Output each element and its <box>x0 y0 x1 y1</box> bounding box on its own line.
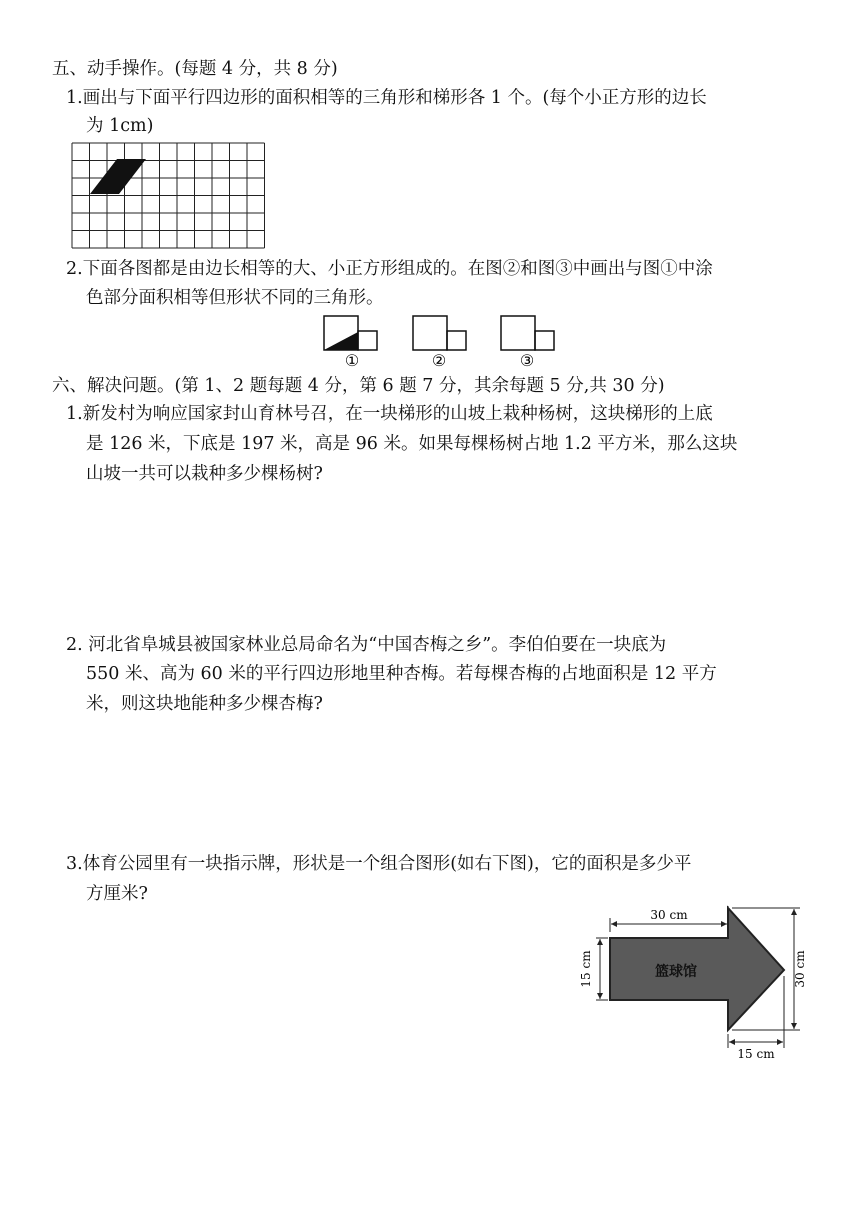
s6-q2-line1: 2. 河北省阜城县被国家林业总局命名为“中国杏梅之乡”。李伯伯要在一块底为 <box>66 635 667 655</box>
dim-bottom-label: 15 cm <box>737 1047 775 1061</box>
s6-q3-line2: 方厘米? <box>86 884 148 904</box>
section5-heading: 五、动手操作。(每题 4 分，共 8 分) <box>52 59 338 79</box>
parallelogram <box>90 159 146 194</box>
s5-q1-line2: 为 1cm) <box>86 116 154 136</box>
s6-q3-line1: 3.体育公园里有一块指示牌，形状是一个组合图形(如右下图)，它的面积是多少平 <box>66 854 692 874</box>
squares-figures <box>318 312 564 370</box>
figure-3-label: ③ <box>519 351 535 370</box>
grid-parallelogram-figure <box>70 141 270 249</box>
figure-1 <box>324 316 377 370</box>
s6-q2-line2: 550 米、高为 60 米的平行四边形地里种杏梅。若每棵杏梅的占地面积是 12 平方 <box>86 664 717 684</box>
sign-text: 篮球馆 <box>655 964 697 980</box>
arrow-sign-figure <box>574 902 814 1062</box>
figure-1-label: ① <box>344 351 360 370</box>
arrow-shape <box>610 908 784 1030</box>
s5-q1-line1: 1.画出与下面平行四边形的面积相等的三角形和梯形各 1 个。(每个小正方形的边长 <box>66 88 707 108</box>
figure-2-label: ② <box>431 351 447 370</box>
s6-q1-line2: 是 126 米，下底是 197 米，高是 96 米。如果每棵杨树占地 1.2 平方米，那么这块 <box>86 434 738 454</box>
s6-q2-line3: 米，则这块地能种多少棵杏梅? <box>86 694 323 714</box>
dim-top-label: 30 cm <box>650 908 688 922</box>
dim-left-label: 15 cm <box>579 950 593 988</box>
figure-2 <box>413 316 466 370</box>
s6-q1-line3: 山坡一共可以栽种多少棵杨树? <box>86 464 323 484</box>
s5-q2-line1: 2.下面各图都是由边长相等的大、小正方形组成的。在图②和图③中画出与图①中涂 <box>66 259 713 279</box>
figure-3 <box>501 316 554 370</box>
dim-right-label: 30 cm <box>793 950 807 988</box>
s5-q2-line2: 色部分面积相等但形状不同的三角形。 <box>86 288 384 308</box>
section6-heading: 六、解决问题。(第 1、2 题每题 4 分，第 6 题 7 分，其余每题 5 分,共 30 分) <box>52 376 665 396</box>
s6-q1-line1: 1.新发村为响应国家封山育林号召，在一块梯形的山坡上栽种杨树，这块梯形的上底 <box>66 404 713 424</box>
